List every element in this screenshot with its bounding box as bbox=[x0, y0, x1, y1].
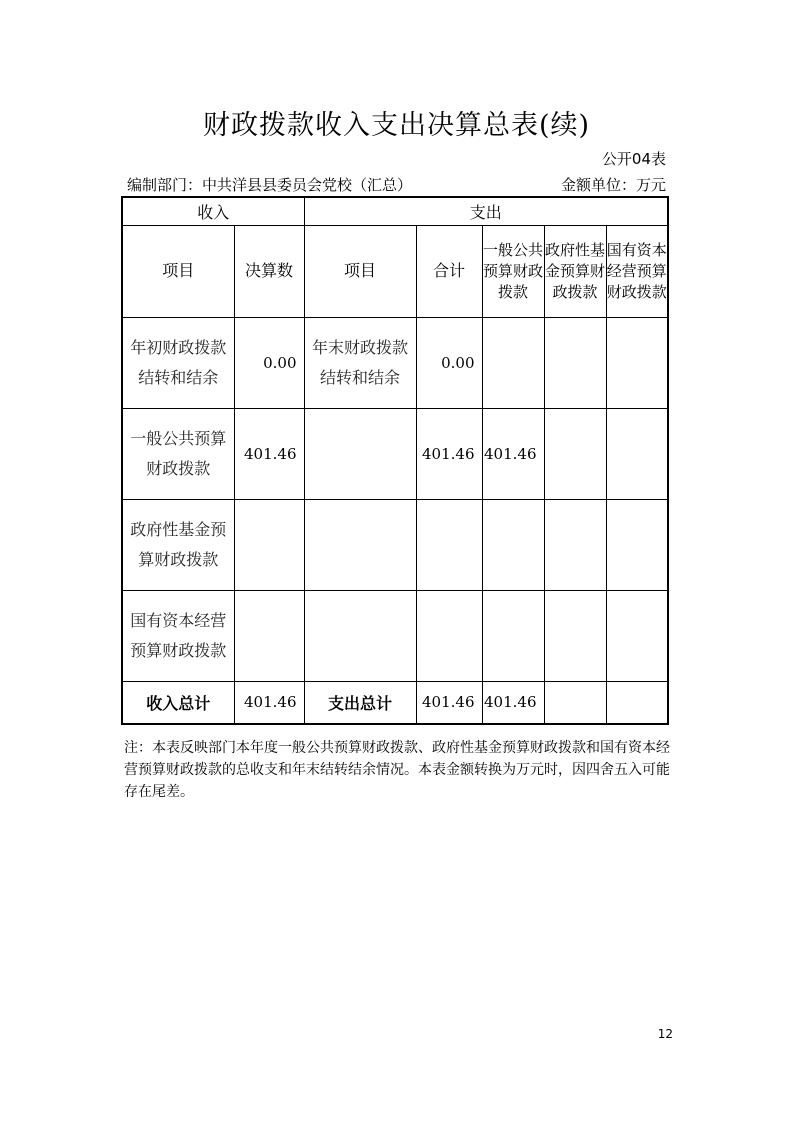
exp-total-header: 合计 bbox=[416, 225, 482, 317]
exp-general-header: 一般公共预算财政拨款 bbox=[482, 225, 544, 317]
exp-general-total: 401.46 bbox=[482, 681, 544, 724]
exp-item bbox=[304, 408, 416, 499]
exp-total bbox=[416, 590, 482, 681]
income-amount bbox=[234, 590, 304, 681]
exp-state bbox=[606, 499, 668, 590]
exp-item bbox=[304, 499, 416, 590]
exp-fund bbox=[544, 590, 606, 681]
income-total-label: 收入总计 bbox=[122, 681, 234, 724]
exp-state bbox=[606, 408, 668, 499]
exp-total-amount: 401.46 bbox=[416, 681, 482, 724]
table-row bbox=[122, 317, 668, 408]
income-total-amount: 401.46 bbox=[234, 681, 304, 724]
income-item: 国有资本经营预算财政拨款 bbox=[122, 590, 234, 681]
exp-fund-header: 政府性基金预算财政拨款 bbox=[544, 225, 606, 317]
exp-state bbox=[606, 590, 668, 681]
exp-general: 401.46 bbox=[482, 408, 544, 499]
table-row bbox=[122, 590, 668, 681]
totals-row bbox=[122, 681, 668, 724]
exp-general bbox=[482, 590, 544, 681]
income-item: 一般公共预算财政拨款 bbox=[122, 408, 234, 499]
income-header: 收入 bbox=[122, 197, 304, 225]
exp-total bbox=[416, 499, 482, 590]
income-item: 年初财政拨款结转和结余 bbox=[122, 317, 234, 408]
income-item: 政府性基金预算财政拨款 bbox=[122, 499, 234, 590]
page-number: 12 bbox=[657, 1027, 673, 1041]
exp-total-label: 支出总计 bbox=[304, 681, 416, 724]
exp-total: 401.46 bbox=[416, 408, 482, 499]
exp-fund bbox=[544, 499, 606, 590]
table-row bbox=[122, 408, 668, 499]
department-label: 编制部门：中共洋县县委员会党校（汇总） bbox=[127, 176, 413, 194]
income-item-header: 项目 bbox=[122, 225, 234, 317]
income-amount-header: 决算数 bbox=[234, 225, 304, 317]
exp-fund bbox=[544, 408, 606, 499]
footnote: 注：本表反映部门本年度一般公共预算财政拨款、政府性基金预算财政拨款和国有资本经营预算财政拨款的总收支和年末结转结余情况。本表金额转换为万元时，因四舍五入可能存在尾差。 bbox=[124, 740, 670, 800]
page-title: 财政拨款收入支出决算总表(续) bbox=[202, 110, 591, 141]
exp-item-header: 项目 bbox=[304, 225, 416, 317]
exp-general bbox=[482, 317, 544, 408]
table-row bbox=[122, 499, 668, 590]
income-amount: 0.00 bbox=[234, 317, 304, 408]
income-amount: 401.46 bbox=[234, 408, 304, 499]
exp-general bbox=[482, 499, 544, 590]
amount-unit: 金额单位：万元 bbox=[560, 176, 666, 194]
income-amount bbox=[234, 499, 304, 590]
exp-state-header: 国有资本经营预算财政拨款 bbox=[606, 225, 668, 317]
exp-state bbox=[606, 317, 668, 408]
expenditure-header: 支出 bbox=[304, 197, 668, 225]
exp-state-total bbox=[606, 681, 668, 724]
exp-fund bbox=[544, 317, 606, 408]
appropriation-table bbox=[121, 196, 669, 725]
exp-item: 年末财政拨款结转和结余 bbox=[304, 317, 416, 408]
exp-item bbox=[304, 590, 416, 681]
exp-fund-total bbox=[544, 681, 606, 724]
exp-total: 0.00 bbox=[416, 317, 482, 408]
form-number: 公开04表 bbox=[601, 150, 666, 168]
